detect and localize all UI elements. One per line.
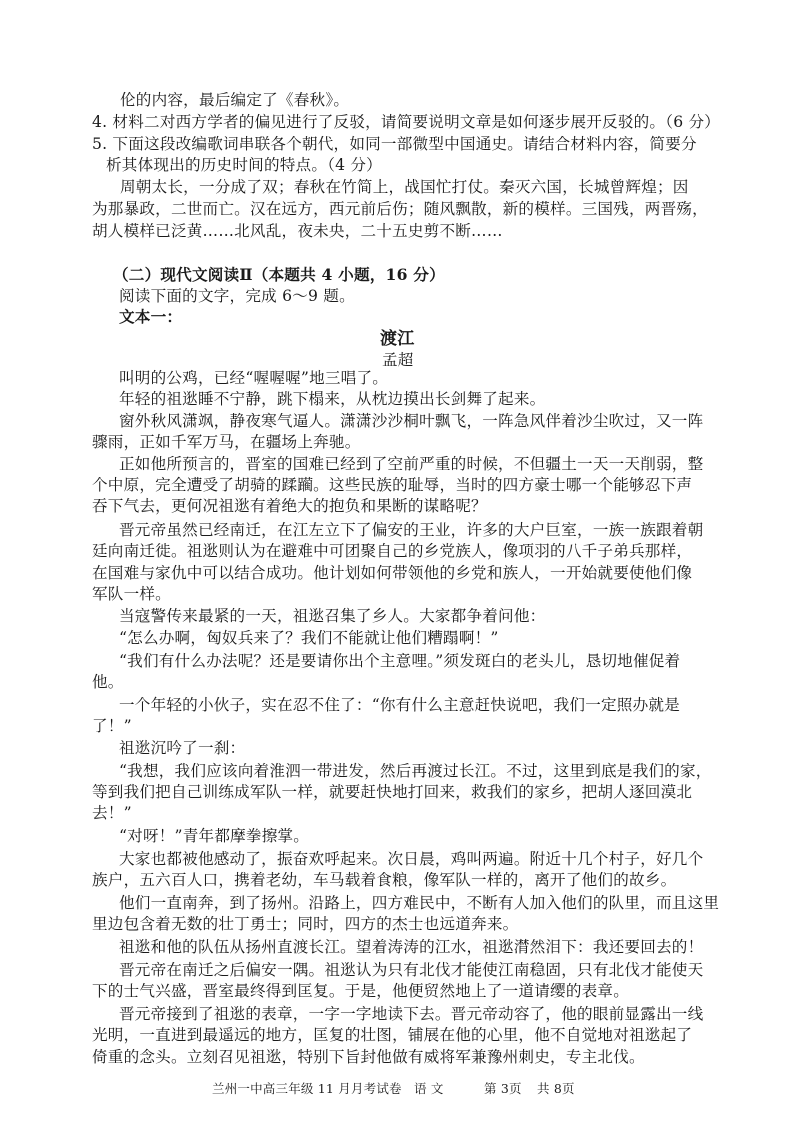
paragraph-2: 年轻的祖逖睡不宁静，跳下榻来，从枕边摸出长剑舞了起来。 (119, 390, 546, 408)
paragraph-16-line-1: 晋元帝在南迁之后偏安一隅。祖逖认为只有北伐才能使江南稳固，只有北伐才能使天 (119, 961, 704, 979)
footer-exam-name: 兰州一中高三年级 11 月月考试卷 (212, 1081, 402, 1096)
paragraph-4-line-1: 正如他所预言的，晋室的国难已经到了空前严重的时候，不但疆土一天一天削弱，整 (119, 455, 704, 473)
paragraph-4-line-2: 个中原，完全遭受了胡骑的蹂躏。这些民族的耻辱，当时的四方豪士哪一个能够忍下声 (92, 476, 693, 494)
question-3-continuation: 伦的内容，最后编定了《春秋》。 (120, 91, 350, 109)
paragraph-3-line-2: 骤雨，正如千军万马，在疆场上奔驰。 (92, 433, 361, 451)
paragraph-16-line-2: 下的士气兴盛，晋室最终得到匡复。于是，他便贸然地上了一道请缨的表章。 (92, 982, 629, 1000)
paragraph-8-line-2: 他。 (92, 673, 124, 691)
paragraph-17-line-3: 倚重的念头。立刻召见祖逖，特别下旨封他做有威将军兼豫州刺史，专主北伐。 (92, 1048, 645, 1066)
paragraph-11-line-3: 去！” (92, 804, 132, 822)
paragraph-17-line-1: 晋元帝接到了祖逖的表章，一字一字地读下去。晋元帝动容了，他的眼前显露出一线 (119, 1005, 704, 1023)
paragraph-17-line-2: 光明，一直进到最遥远的地方，匡复的壮图，铺展在他的心里，他不自觉地对祖逖起了 (92, 1026, 693, 1044)
paragraph-5-line-4: 军队一样。 (92, 585, 171, 603)
lyric-line-1: 周朝太长，一分成了双；春秋在竹简上，战国忙打仗。秦灭六国，长城曾辉煌；因 (120, 178, 689, 196)
paragraph-3-line-1: 窗外秋风潇飒，静夜寒气逼人。潇潇沙沙桐叶飘飞，一阵急风伴着沙尘吹过，又一阵 (119, 412, 704, 430)
paragraph-9-line-1: 一个年轻的小伙子，实在忍不住了：“你有什么主意赶快说吧，我们一定照办就是 (119, 696, 680, 714)
paragraph-8-line-1: “我们有什么办法呢？还是要请你出个主意哩。”须发斑白的老头儿，恳切地催促着 (119, 652, 681, 670)
paragraph-11-line-1: “我想，我们应该向着淮泗一带进发，然后再渡过长江。不过，这里到底是我们的家， (119, 762, 712, 780)
paragraph-10: 祖逖沉吟了一刹： (119, 739, 246, 757)
paragraph-14-line-1: 他们一直南奔，到了扬州。沿路上，四方难民中，不断有人加入他们的队里，而且这里 (119, 894, 720, 912)
story-title: 渡江 (380, 329, 415, 349)
paragraph-6: 当寇警传来最紧的一天，祖逖召集了乡人。大家都争着问他： (119, 607, 546, 625)
question-5-line-1: 5. 下面这段改编歌词串联各个朝代，如同一部微型中国通史。请结合材料内容，简要分 (92, 135, 697, 153)
paragraph-9-line-2: 了！” (92, 717, 132, 735)
paragraph-12: “对呀！”青年都摩拳擦掌。 (119, 827, 310, 845)
paragraph-1: 叫明的公鸡，已经“喔喔喔”地三唱了。 (119, 369, 389, 387)
paragraph-4-line-3: 吞下气去，更何况祖逖有着绝大的抱负和果断的谋略呢？ (92, 497, 487, 515)
text-one-label: 文本一： (119, 307, 183, 326)
paragraph-5-line-1: 晋元帝虽然已经南迁，在江左立下了偏安的王业，许多的大户巨室，一族一族跟着朝 (119, 521, 704, 539)
paragraph-5-line-2: 廷向南迁徙。祖逖则认为在避难中可团聚自己的乡党族人，像项羽的八千子弟兵那样， (92, 542, 693, 560)
paragraph-5-line-3: 在国难与家仇中可以结合成功。他计划如何带领他的乡党和族人，一开始就要使他们像 (92, 564, 693, 582)
footer-page-number: 第 3页 (484, 1081, 522, 1096)
footer-total-pages: 共 8页 (537, 1081, 575, 1096)
question-5-line-2: 析其体现出的历史时间的特点。（4 分） (106, 156, 382, 174)
paragraph-11-line-2: 等到我们把自己训练成军队一样，就要赶快地打回来，救我们的家乡，把胡人逐回漠北 (92, 783, 693, 801)
lyric-line-3: 胡人模样已泛黄……北风乱，夜未央，二十五史剪不断…… (92, 222, 503, 240)
paragraph-7: “怎么办啊，匈奴兵来了？我们不能就让他们糟蹋啊！” (119, 629, 499, 647)
paragraph-14-line-2: 里边包含着无数的壮丁勇士；同时，四方的杰士也远道奔来。 (92, 915, 519, 933)
section-heading: （二）现代文阅读Ⅱ（本题共 4 小题，16 分） (113, 265, 445, 284)
paragraph-15: 祖逖和他的队伍从扬州直渡长江。望着涛涛的江水，祖逖潸然泪下：我还要回去的！ (119, 938, 704, 956)
paragraph-13-line-1: 大家也都被他感动了，振奋欢呼起来。次日晨，鸡叫两遍。附近十几个村子，好几个 (119, 850, 704, 868)
question-4: 4. 材料二对西方学者的偏见进行了反驳，请简要说明文章是如何逐步展开反驳的。（6 分） (92, 113, 721, 131)
paragraph-13-line-2: 族户，五六百人口，携着老幼，车马载着食粮，像军队一样的，离开了他们的故乡。 (92, 871, 677, 889)
footer-subject: 语 文 (414, 1081, 444, 1096)
instruction-text: 阅读下面的文字，完成 6～9 题。 (119, 287, 355, 305)
lyric-line-2: 为那暴政，二世而亡。汉在远方，西元前后伤；随风飘散，新的模样。三国残，两晋殇， (92, 200, 708, 218)
story-author: 孟超 (382, 351, 414, 369)
